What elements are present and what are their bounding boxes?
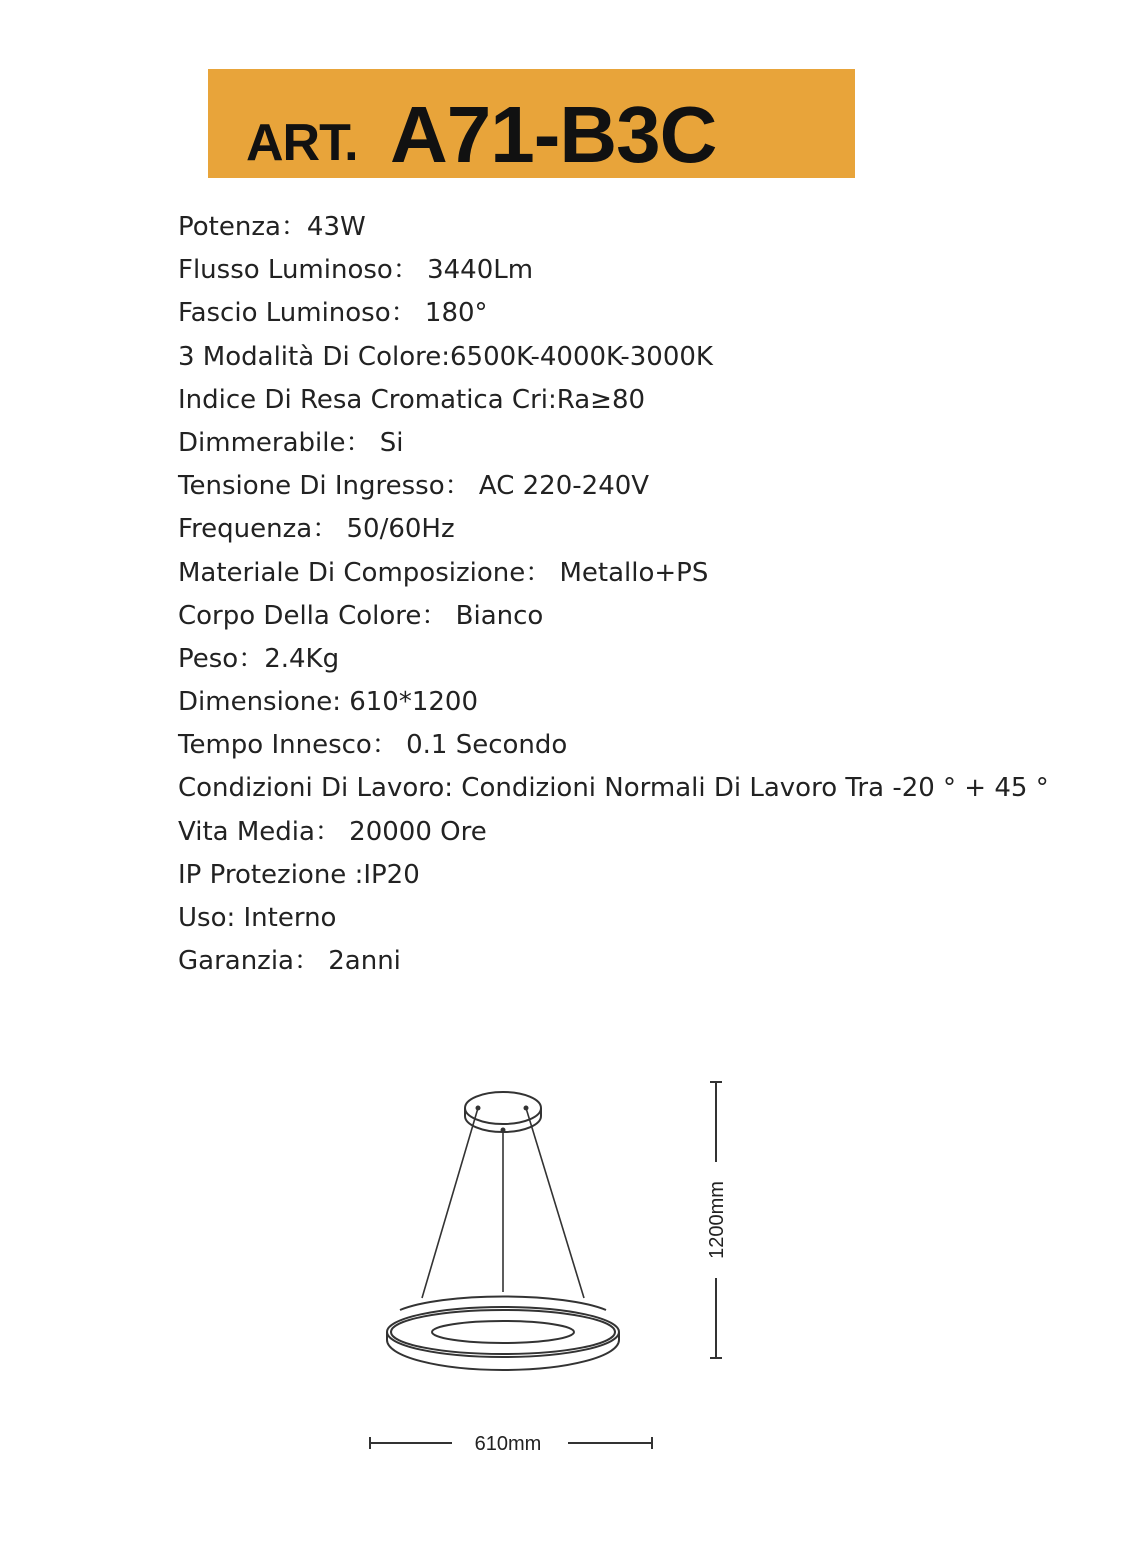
article-model: A71-B3C	[390, 90, 717, 179]
width-label: 610mm	[474, 1433, 542, 1455]
pendant-lamp-drawing	[360, 1070, 780, 1490]
spec-color-modes: 3 Modalità Di Colore:6500K-4000K-3000K	[178, 341, 713, 372]
spec-material: Materiale Di Composizione： Metallo+PS	[178, 557, 709, 588]
spec-input-voltage: Tensione Di Ingresso： AC 220-240V	[178, 471, 650, 502]
spec-warranty: Garanzia： 2anni	[178, 946, 401, 977]
spec-list	[178, 206, 1049, 983]
spec-dimension: Dimensione: 610*1200	[178, 687, 479, 718]
height-label: 1200mm	[706, 1181, 728, 1259]
ring-luminaire	[387, 1296, 619, 1369]
spec-lifetime: Vita Media： 20000 Ore	[178, 816, 487, 847]
spec-cri: Indice Di Resa Cromatica Cri:Ra≥80	[178, 384, 646, 415]
spec-working-conditions: Condizioni Di Lavoro: Condizioni Normali Di Lavoro Tra -20 ° + 45 °	[178, 773, 1049, 804]
spec-start-time: Tempo Innesco： 0.1 Secondo	[178, 730, 568, 761]
spec-frequency: Frequenza： 50/60Hz	[178, 514, 455, 545]
spec-weight: Peso：2.4Kg	[178, 643, 340, 674]
spec-usage: Uso: Interno	[178, 903, 337, 933]
spec-body-color: Corpo Della Colore： Bianco	[178, 600, 544, 631]
spec-beam-angle: Fascio Luminoso： 180°	[178, 298, 488, 329]
cable-anchors	[476, 1106, 529, 1133]
spec-dimmable: Dimmerabile： Si	[178, 427, 404, 458]
spec-ip-rating: IP Protezione :IP20	[178, 859, 420, 890]
article-prefix: ART.	[246, 114, 358, 172]
title-banner	[208, 69, 855, 178]
spec-luminous-flux: Flusso Luminoso： 3440Lm	[178, 255, 534, 286]
spec-power: Potenza：43W	[178, 212, 366, 242]
suspension-cables	[422, 1108, 584, 1298]
